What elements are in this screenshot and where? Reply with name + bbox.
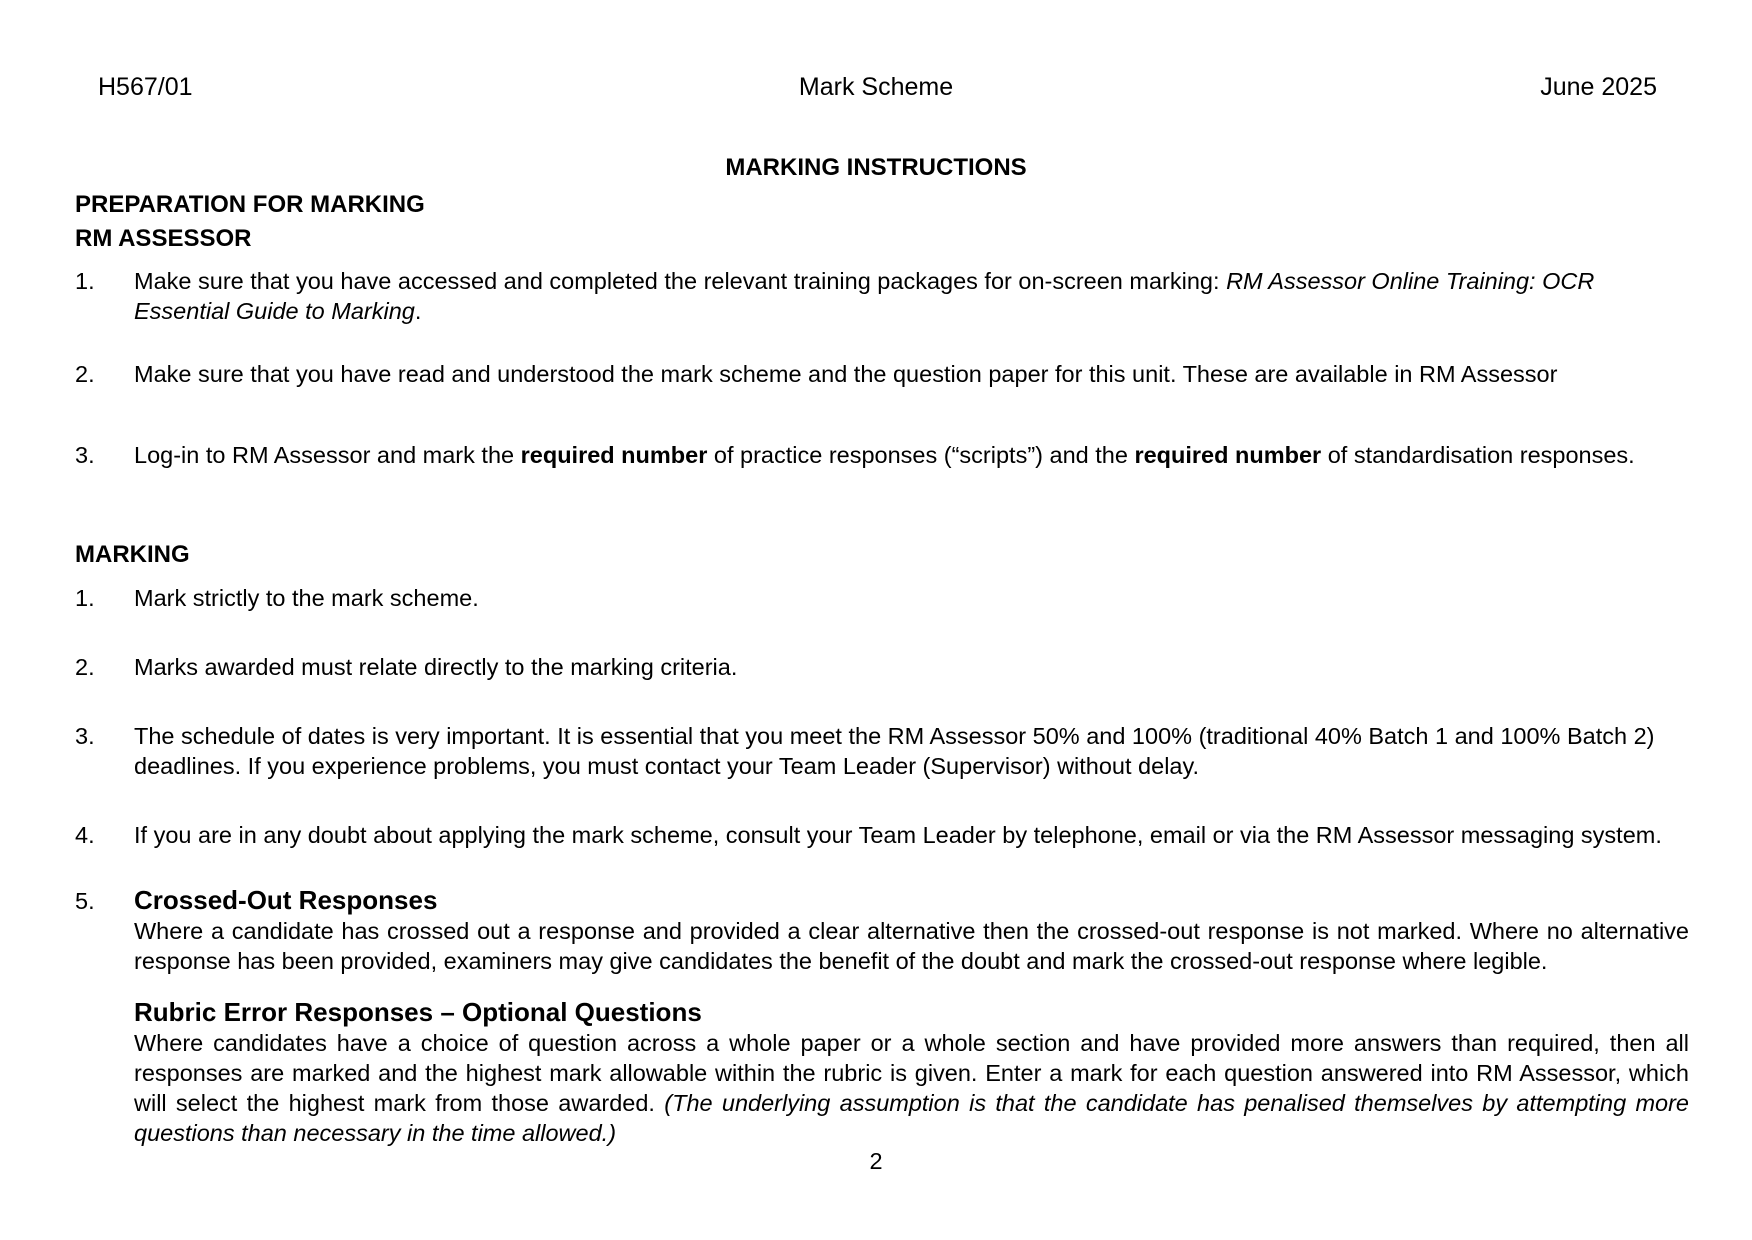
item-number: 3. — [75, 723, 95, 749]
item-text: Mark strictly to the mark scheme. — [134, 585, 479, 611]
header-date: June 2025 — [1540, 73, 1657, 101]
item-text: The schedule of dates is very important. It is essential that you meet the RM Assessor 50% and 100% (traditional 40% Batch 1 and 100% Batch 2) deadlines. If you experience problems, you must contact your Team Leader (Supervisor) without delay. — [134, 723, 1655, 779]
header-title: Mark Scheme — [798, 73, 954, 101]
subheading-crossed-out: Crossed-Out Responses — [134, 885, 438, 915]
item-number: 5. — [75, 888, 95, 914]
marking-item-3 — [75, 721, 1695, 781]
rubric-block — [75, 996, 1695, 1148]
page-number: 2 — [869, 1148, 883, 1174]
item-number: 2. — [75, 654, 95, 680]
item-text: If you are in any doubt about applying the mark scheme, consult your Team Leader by telephone, email or via the RM Assessor messaging system. — [134, 822, 1662, 848]
item-text: Marks awarded must relate directly to the marking criteria. — [134, 654, 738, 680]
section-subheading-rm-assessor: RM ASSESSOR — [75, 225, 252, 252]
subheading-rubric-error: Rubric Error Responses – Optional Questions — [134, 997, 702, 1027]
marking-item-4 — [75, 820, 1695, 850]
marking-item-1 — [75, 583, 1695, 613]
marking-item-2 — [75, 652, 1695, 682]
prep-item-1 — [75, 266, 1695, 326]
item-number: 1. — [75, 268, 95, 294]
item-text: Log-in to RM Assessor and mark the required number of practice responses (“scripts”) and the required number of standardisation responses. — [134, 442, 1635, 468]
item-number: 1. — [75, 585, 95, 611]
item-number: 2. — [75, 361, 95, 387]
prep-item-3 — [75, 440, 1695, 470]
item-number: 4. — [75, 822, 95, 848]
item-number: 3. — [75, 442, 95, 468]
rubric-text: Where candidates have a choice of question across a whole paper or a whole section and have provided more answers than required, then all responses are marked and the highest mark allowable within the rubric is given. Enter a mark for each question answered into RM Assessor, which will select the highest mark from those awarded. (The underlying assumption is that the candidate has penalised themselves by attempting more questions than necessary in the time allowed.) — [134, 1030, 1689, 1146]
page-title: MARKING INSTRUCTIONS — [725, 154, 1027, 181]
item-text: Make sure that you have read and understood the mark scheme and the question paper for this unit. These are available in RM Assessor — [134, 361, 1558, 387]
item-text: Where a candidate has crossed out a response and provided a clear alternative then the crossed-out response is not marked. Where no alternative response has been provided, examiners may give candidates the benefit of the doubt and mark the crossed-out response where legible. — [134, 918, 1689, 974]
marking-item-5 — [75, 884, 1695, 976]
prep-item-2 — [75, 359, 1695, 389]
header-paper-code: H567/01 — [98, 73, 193, 101]
section-heading-preparation: PREPARATION FOR MARKING — [75, 191, 425, 218]
item-text: Make sure that you have accessed and completed the relevant training packages for on-screen marking: RM Assessor Online Training: OCR Essential Guide to Marking. — [134, 268, 1595, 324]
section-heading-marking: MARKING — [75, 541, 190, 568]
